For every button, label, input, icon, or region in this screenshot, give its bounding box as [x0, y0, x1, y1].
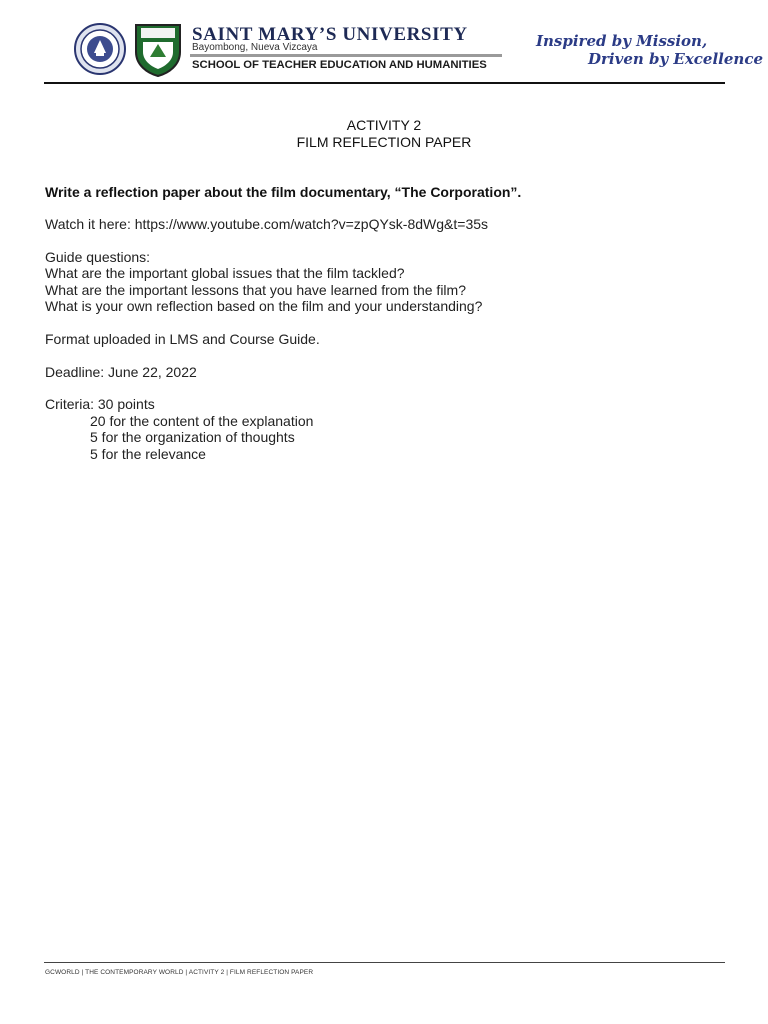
university-seal-logo — [74, 23, 126, 75]
header-accent-rule — [190, 54, 502, 57]
guide-question: What are the important global issues that the film tackled? — [45, 265, 405, 281]
motto — [536, 30, 763, 72]
school-name: SCHOOL OF TEACHER EDUCATION AND HUMANITIES — [192, 59, 487, 71]
university-name: SAINT MARY’S UNIVERSITY — [192, 24, 468, 45]
school-shield-logo — [133, 22, 183, 77]
criteria-heading: Criteria: 30 points — [45, 396, 155, 412]
watch-link-text: Watch it here: https://www.youtube.com/watch?v=zpQYsk-8dWg&t=35s — [45, 216, 489, 232]
activity-subtitle: FILM REFLECTION PAPER — [296, 134, 472, 150]
deadline-text: Deadline: June 22, 2022 — [45, 364, 197, 380]
criteria-item: 5 for the organization of thoughts — [90, 429, 295, 445]
footer-text: GCWORLD | THE CONTEMPORARY WORLD | ACTIVITY 2 | FILM REFLECTION PAPER — [45, 969, 314, 976]
activity-title: ACTIVITY 2 — [346, 117, 422, 133]
header-divider — [44, 82, 725, 84]
guide-question: What is your own reflection based on the film and your understanding? — [45, 298, 483, 314]
motto-line-1: Inspired by Mission, — [536, 32, 708, 50]
motto-line-2: Driven by Excellence — [588, 50, 763, 68]
guide-questions-heading: Guide questions: — [45, 249, 151, 265]
footer-divider — [44, 962, 725, 963]
format-note: Format uploaded in LMS and Course Guide. — [45, 331, 320, 347]
criteria-item: 5 for the relevance — [90, 446, 206, 462]
guide-question: What are the important lessons that you have learned from the film? — [45, 282, 466, 298]
criteria-item: 20 for the content of the explanation — [90, 413, 314, 429]
instruction-text: Write a reflection paper about the film documentary, “The Corporation”. — [45, 184, 522, 200]
university-location: Bayombong, Nueva Vizcaya — [192, 42, 318, 53]
